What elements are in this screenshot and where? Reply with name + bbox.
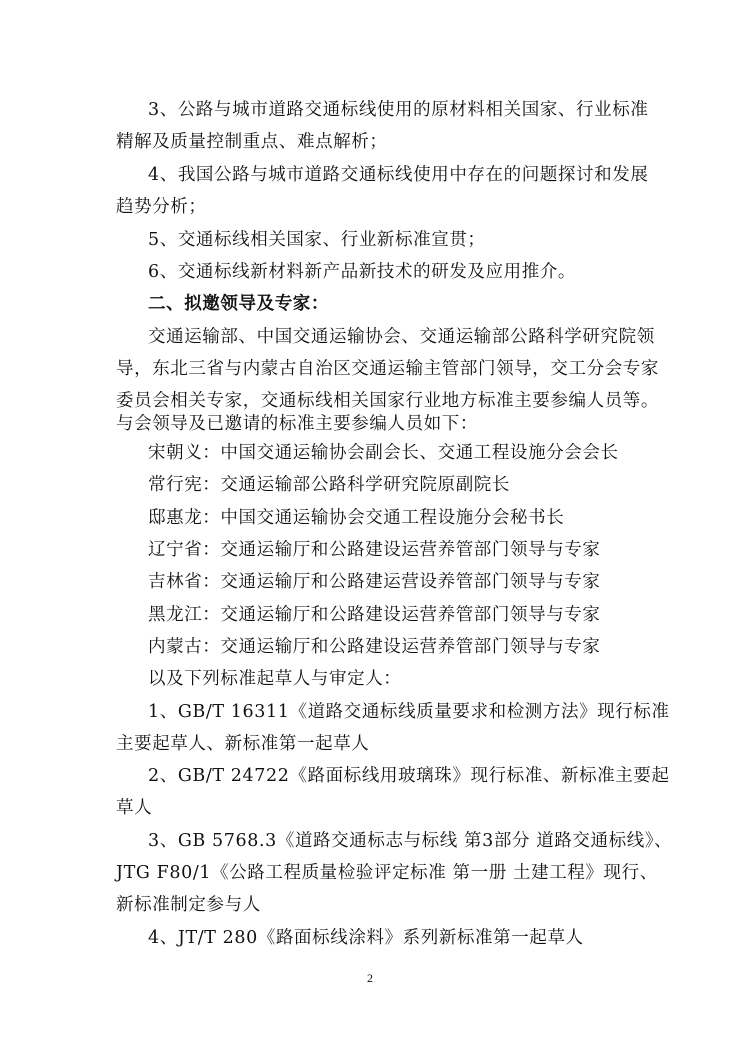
attendee-di: 邸惠龙：中国交通运输协会交通工程设施分会秘书长 [148,508,565,528]
item-4-line-2: 趋势分析； [116,197,207,217]
attendee-chang: 常行宪：交通运输部公路科学研究院原副院长 [148,475,510,495]
item-6: 6、交通标线新材料新产品新技术的研发及应用推介。 [148,262,577,282]
attendee-jilin: 吉林省：交通运输厅和公路建运营设养管部门领导与专家 [148,572,601,592]
drafters-intro: 以及下列标准起草人与审定人： [148,669,402,689]
intro-paragraph-line-1: 交通运输部、中国交通运输协会、交通运输部公路科学研究院领 [148,327,655,347]
page-number: 2 [367,971,373,985]
attendee-liaoning: 辽宁省：交通运输厅和公路建设运营养管部门领导与专家 [148,540,601,560]
section-heading: 二、拟邀领导及专家： [148,294,329,314]
attendee-heilongjiang: 黑龙江：交通运输厅和公路建设运营养管部门领导与专家 [148,605,601,625]
intro-paragraph-line-4: 与会领导及已邀请的标准主要参编人员如下： [116,414,478,434]
drafter-1-line-2: 主要起草人、新标准第一起草人 [116,734,370,754]
intro-paragraph-line-3: 委员会相关专家，交通标线相关国家行业地方标准主要参编人员等。 [116,391,659,411]
attendee-neimenggu: 内蒙古：交通运输厅和公路建设运营养管部门领导与专家 [148,637,601,657]
intro-paragraph-line-2: 导，东北三省与内蒙古自治区交通运输主管部门领导，交工分会专家 [116,359,659,379]
drafter-2-line-1: 2、GB/T 24722《路面标线用玻璃珠》现行标准、新标准主要起 [148,766,670,786]
item-3-line-1: 3、公路与城市道路交通标线使用的原材料相关国家、行业标准 [148,100,649,120]
drafter-2-line-2: 草人 [116,798,153,818]
drafter-3-line-3: 新标准制定参与人 [116,895,261,915]
drafter-1-line-1: 1、GB/T 16311《道路交通标线质量要求和检测方法》现行标准 [148,702,670,722]
item-4-line-1: 4、我国公路与城市道路交通标线使用中存在的问题探讨和发展 [148,165,649,185]
drafter-3-line-1: 3、GB 5768.3《道路交通标志与标线 第3部分 道路交通标线》、 [148,831,673,851]
drafter-4: 4、JT/T 280《路面标线涂料》系列新标准第一起草人 [148,928,584,948]
item-5: 5、交通标线相关国家、行业新标准宣贯； [148,230,486,250]
item-3-line-2: 精解及质量控制重点、难点解析； [116,132,388,152]
drafter-3-line-2: JTG F80/1《公路工程质量检验评定标准 第一册 土建工程》现行、 [116,863,658,883]
attendee-song: 宋朝义：中国交通运输协会副会长、交通工程设施分会会长 [148,443,619,463]
